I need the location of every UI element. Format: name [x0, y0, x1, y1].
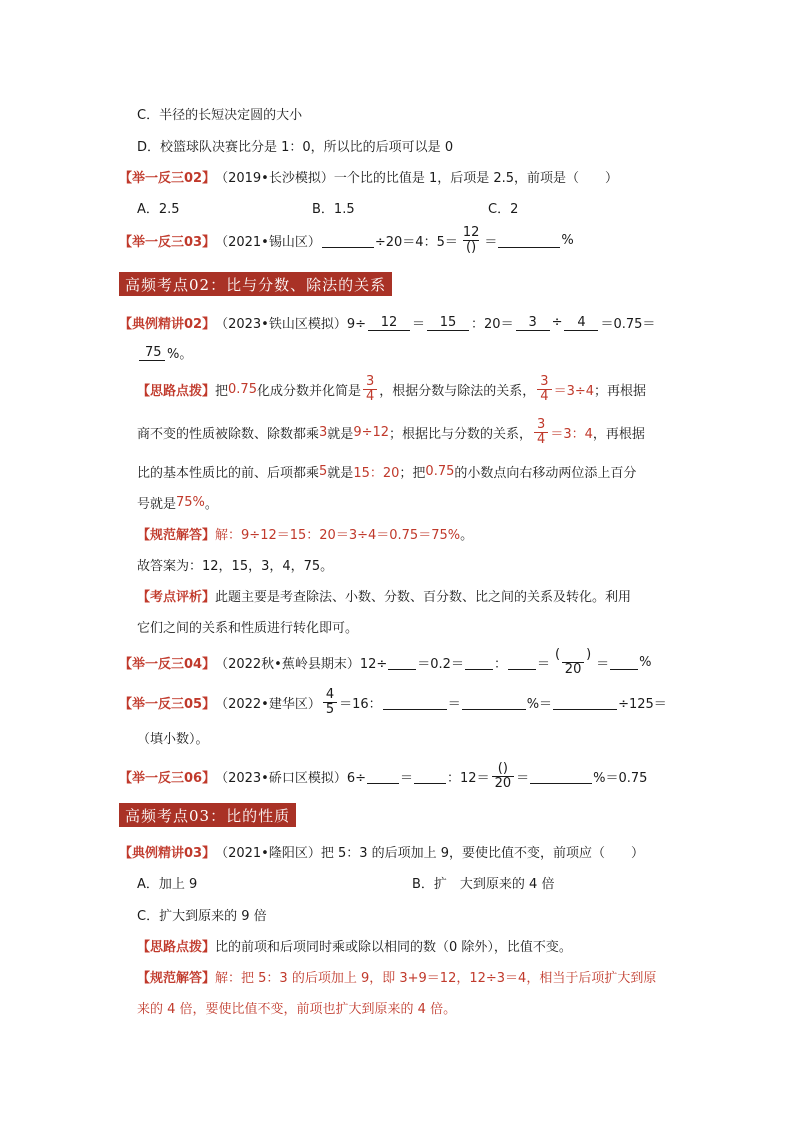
hint-text: 比的基本性质比的前、后项都乘 — [137, 466, 320, 481]
ex03-option-a: A．加上 9 — [137, 877, 198, 892]
fraction: $\frac{3}{4}$ — [537, 375, 551, 403]
hint-highlight: 3 — [319, 424, 328, 440]
fraction: $\frac{4}{5}$ — [323, 688, 337, 716]
hint-text: 。 — [204, 497, 218, 512]
question-text: ＝ — [447, 696, 461, 712]
hint-text: 就是 — [327, 466, 354, 481]
hint-text: ，根据分数与除法的关系， — [379, 383, 536, 399]
question-tag: 【举一反三05】 — [119, 696, 216, 712]
hint-highlight: 0.75 — [425, 464, 455, 479]
answer-text: 。 — [460, 528, 474, 543]
question-text: （2023•硚口区模拟）6÷ — [215, 770, 367, 786]
evaluation-line1 — [137, 586, 631, 605]
hint-text: 化成分数并化简是 — [256, 383, 361, 399]
example-03 — [119, 842, 644, 861]
question-03 — [119, 226, 574, 254]
question-text: %＝0.75 — [593, 770, 648, 786]
option-d: D．校篮球队决赛比分是 1：0，所以比的后项可以是 0 — [137, 140, 454, 155]
question-text: % — [561, 232, 574, 248]
question-tag: 【举一反三04】 — [119, 656, 216, 672]
hint-highlight: ＝3÷4 — [553, 383, 595, 399]
answer-line — [137, 524, 473, 543]
question-text: %＝ — [526, 696, 553, 712]
question-text: ＝ — [596, 656, 610, 672]
hint-text: ；把 — [399, 466, 426, 481]
q02-option-a: A．2.5 — [137, 202, 180, 217]
answer-text: 9÷12＝15：20＝3÷4＝0.75＝75% — [241, 528, 461, 543]
example-02 — [119, 313, 655, 332]
question-05-note: （填小数）。 — [137, 732, 209, 747]
answer-text: 把 5：3 的后项加上 9，即 3+9＝12，12÷3＝4，相当于后项扩大到原 — [241, 971, 657, 986]
question-06 — [119, 762, 647, 790]
filled-blank: 75 — [139, 345, 165, 361]
option-c: C．半径的长短决定圆的大小 — [137, 108, 303, 123]
hint3-line — [137, 936, 572, 955]
question-text: ＝16： — [339, 696, 382, 712]
filled-blank: 15 — [427, 315, 469, 331]
hint-text: 号就是 — [137, 497, 177, 512]
question-text: ＝ — [536, 656, 550, 672]
section-header: 高频考点03：比的性质 — [119, 803, 296, 827]
example-tag: 【典例精讲02】 — [119, 317, 216, 332]
fraction: $\frac{( )}{20}$ — [555, 647, 592, 677]
answer-blank[interactable] — [462, 695, 526, 710]
ex03-option-c: C．扩大到原来的 9 倍 — [137, 909, 267, 924]
section-header: 高频考点02：比与分数、除法的关系 — [119, 272, 392, 296]
answer-blank[interactable] — [553, 695, 617, 710]
hint-text: ；再根据 — [594, 383, 647, 399]
question-text: ÷125＝ — [618, 696, 667, 712]
hint-highlight: ＝3：4 — [550, 426, 593, 442]
hint-tag: 【思路点拨】 — [137, 383, 216, 399]
question-text: ＝0.2＝ — [417, 656, 464, 672]
hint-highlight: 0.75 — [228, 381, 257, 397]
question-tag: 【举一反三02】 — [119, 171, 216, 186]
hint-line4 — [137, 493, 218, 512]
fraction: $\frac{3}{4}$ — [534, 418, 548, 446]
answer-tag: 【规范解答】 — [137, 971, 216, 986]
q02-option-c: C．2 — [488, 202, 519, 217]
ex03-option-b: B．扩 大到原来的 4 倍 — [412, 877, 555, 892]
question-text: ÷20＝4：5＝ — [374, 234, 458, 250]
example-text: ＝ — [412, 317, 426, 332]
answer3-line2: 来的 4 倍，要使比值不变，前项也扩大到原来的 4 倍。 — [137, 1002, 457, 1017]
q02-option-b: B．1.5 — [312, 202, 355, 217]
hint-tag: 【思路点拨】 — [137, 940, 216, 955]
hint-highlight: 15：20 — [353, 466, 400, 481]
hint-text: 把 — [215, 383, 229, 399]
hint-highlight: 75% — [176, 495, 205, 510]
example-02-line2 — [137, 343, 192, 362]
answer-blank[interactable] — [388, 655, 416, 670]
answer-blank[interactable] — [530, 769, 592, 784]
hint-line1 — [137, 375, 646, 403]
evaluation-tag: 【考点评析】 — [137, 590, 216, 605]
example-text: （2023•铁山区模拟）9÷ — [215, 317, 367, 332]
answer-blank[interactable] — [383, 695, 447, 710]
hint-text: 商不变的性质被除数、除数都乘 — [137, 426, 320, 442]
hint-line3 — [137, 462, 636, 481]
filled-blank: 12 — [368, 315, 410, 331]
fraction: $\frac{()}{20}$ — [492, 762, 515, 790]
answer-blank[interactable] — [498, 233, 560, 248]
question-05 — [119, 688, 667, 716]
fraction: $\frac{12}{()}$ — [462, 225, 480, 255]
example-text: ＝0.75＝ — [600, 317, 656, 332]
question-02 — [119, 167, 618, 186]
question-text: （2022•建华区） — [215, 696, 321, 712]
question-text: % — [639, 654, 652, 670]
answer-text: 解： — [215, 971, 242, 986]
answer-tag: 【规范解答】 — [137, 528, 216, 543]
example-text: （2021•隆阳区）把 5：3 的后项加上 9，要使比值不变，前项应（ ） — [215, 846, 645, 861]
hint-text: 的小数点向右移动两位添上百分 — [454, 466, 637, 481]
answer-blank[interactable] — [465, 655, 493, 670]
fraction: $\frac{3}{4}$ — [363, 375, 377, 403]
final-answer: 故答案为：12，15，3，4，75。 — [137, 559, 334, 574]
question-text: ＝ — [516, 770, 530, 786]
hint-text: ；根据比与分数的关系， — [389, 426, 533, 442]
answer-blank[interactable] — [367, 769, 399, 784]
evaluation-text: 此题主要是考查除法、小数、分数、百分数、比之间的关系及转化。利用 — [215, 590, 632, 605]
question-source: （2021•锡山区） — [215, 234, 321, 250]
hint-text: ，再根据 — [592, 426, 645, 442]
question-text: ＝ — [484, 234, 498, 250]
answer-blank[interactable] — [414, 769, 446, 784]
question-text: ＝ — [400, 770, 414, 786]
question-text: （2019•长沙模拟）一个比的比值是 1，后项是 2.5，前项是（ ） — [215, 171, 619, 186]
example-text: %。 — [167, 347, 193, 362]
hint-highlight: 5 — [319, 464, 328, 479]
hint-text: 就是 — [327, 426, 354, 442]
question-tag: 【举一反三03】 — [119, 234, 216, 250]
question-text: ：12＝ — [447, 770, 490, 786]
hint-line2 — [137, 418, 645, 446]
question-04 — [119, 648, 652, 676]
example-text: ÷ — [551, 315, 563, 330]
hint-highlight: 9÷12 — [353, 424, 390, 440]
evaluation-line2: 它们之间的关系和性质进行转化即可。 — [137, 621, 359, 636]
example-text: ：20＝ — [471, 317, 514, 332]
answer-blank[interactable] — [610, 655, 638, 670]
answer-blank[interactable] — [508, 655, 536, 670]
filled-blank: 3 — [516, 315, 550, 331]
filled-blank: 4 — [564, 315, 598, 331]
question-text: （2022秋•蕉岭县期末）12÷ — [215, 656, 388, 672]
answer3-line1 — [137, 967, 656, 986]
answer-blank[interactable] — [322, 233, 374, 248]
question-tag: 【举一反三06】 — [119, 770, 216, 786]
example-tag: 【典例精讲03】 — [119, 846, 216, 861]
answer-text: 解： — [215, 528, 242, 543]
hint-text: 比的前项和后项同时乘或除以相同的数（0 除外），比值不变。 — [215, 940, 572, 955]
question-text: ： — [493, 656, 507, 672]
